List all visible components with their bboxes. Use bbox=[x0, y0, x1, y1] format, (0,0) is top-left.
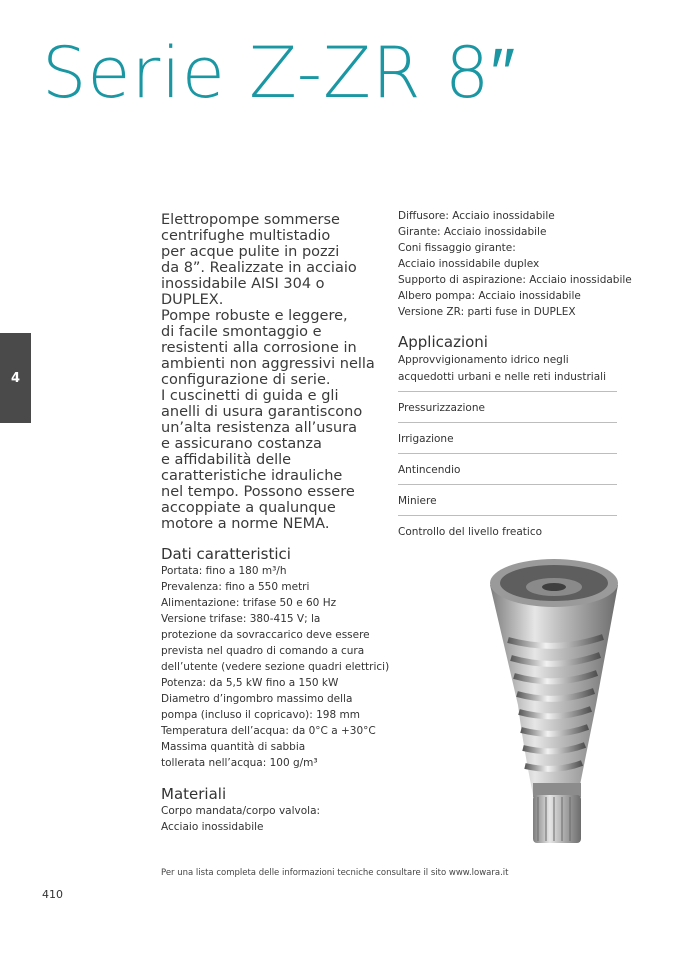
applicazioni-desc-line: Approvvigionamento idrico negli bbox=[398, 354, 569, 366]
intro-line: ambienti non aggressivi nella bbox=[161, 356, 375, 372]
applicazioni-list bbox=[398, 391, 617, 546]
materiali-line: Girante: Acciaio inossidabile bbox=[398, 226, 547, 238]
intro-line: configurazione di serie. bbox=[161, 372, 331, 388]
intro-line: DUPLEX. bbox=[161, 292, 224, 308]
materiali-line: Coni fissaggio girante: bbox=[398, 242, 516, 254]
applicazioni-item: Miniere bbox=[398, 484, 617, 515]
intro-line: per acque pulite in pozzi bbox=[161, 244, 340, 260]
dati-line: Alimentazione: trifase 50 e 60 Hz bbox=[161, 597, 337, 609]
materiali-list bbox=[161, 803, 391, 835]
intro-line: un’alta resistenza all’usura bbox=[161, 420, 358, 436]
applicazioni-item: Controllo del livello freatico bbox=[398, 515, 617, 546]
materiali-line: Versione ZR: parti fuse in DUPLEX bbox=[398, 306, 576, 318]
intro-line: resistenti alla corrosione in bbox=[161, 340, 357, 356]
intro-line: motore a norme NEMA. bbox=[161, 516, 330, 532]
materiali-heading: Materiali bbox=[161, 785, 227, 803]
dati-line: Portata: fino a 180 m³/h bbox=[161, 565, 287, 577]
dati-line: prevista nel quadro di comando a cura bbox=[161, 645, 365, 657]
page-number: 410 bbox=[42, 888, 63, 901]
footnote: Per una lista completa delle informazioni tecniche consultare il sito www.lowara.it bbox=[161, 868, 509, 878]
intro-line: di facile smontaggio e bbox=[161, 324, 322, 340]
chapter-tab: 4 bbox=[0, 333, 31, 423]
dati-line: pompa (incluso il copricavo): 198 mm bbox=[161, 709, 360, 721]
applicazioni-heading: Applicazioni bbox=[398, 333, 488, 351]
intro-line: da 8”. Realizzate in acciaio bbox=[161, 260, 357, 276]
intro-line: Elettropompe sommerse bbox=[161, 212, 340, 228]
intro-line: e affidabilità delle bbox=[161, 452, 292, 468]
intro-line: e assicurano costanza bbox=[161, 436, 322, 452]
applicazioni-description bbox=[398, 352, 606, 386]
intro-line: centrifughe multistadio bbox=[161, 228, 331, 244]
dati-line: Temperatura dell’acqua: da 0°C a +30°C bbox=[161, 725, 376, 737]
dati-heading: Dati caratteristici bbox=[161, 545, 291, 563]
dati-section bbox=[161, 545, 391, 771]
dati-list bbox=[161, 563, 391, 771]
dati-line: tollerata nell’acqua: 100 g/m³ bbox=[161, 757, 318, 769]
applicazioni-desc-line: acquedotti urbani e nelle reti industriali bbox=[398, 371, 606, 383]
intro-line: Pompe robuste e leggere, bbox=[161, 308, 348, 324]
intro-line: accoppiate a qualunque bbox=[161, 500, 336, 516]
applicazioni-item: Pressurizzazione bbox=[398, 391, 617, 422]
dati-line: dell’utente (vedere sezione quadri elettrici) bbox=[161, 661, 390, 673]
materiali-line: Supporto di aspirazione: Acciaio inossidabile bbox=[398, 274, 632, 286]
materiali-continued bbox=[398, 208, 632, 320]
applicazioni-item: Antincendio bbox=[398, 453, 617, 484]
dati-line: Versione trifase: 380-415 V; la bbox=[161, 613, 321, 625]
intro-line: nel tempo. Possono essere bbox=[161, 484, 355, 500]
materiali-section bbox=[161, 785, 391, 835]
dati-line: Massima quantità di sabbia bbox=[161, 741, 306, 753]
pump-image bbox=[478, 545, 628, 845]
dati-line: Potenza: da 5,5 kW fino a 150 kW bbox=[161, 677, 339, 689]
applicazioni-item: Irrigazione bbox=[398, 422, 617, 453]
intro-line: I cuscinetti di guida e gli bbox=[161, 388, 339, 404]
intro-text bbox=[161, 212, 381, 532]
materiali-line: Acciaio inossidabile duplex bbox=[398, 258, 540, 270]
intro-line: inossidabile AISI 304 o bbox=[161, 276, 325, 292]
materiali-line: Diffusore: Acciaio inossidabile bbox=[398, 210, 555, 222]
page-title: Serie Z-ZR 8″ bbox=[42, 32, 517, 114]
intro-line: caratteristiche idrauliche bbox=[161, 468, 343, 484]
materiali-line: Albero pompa: Acciaio inossidabile bbox=[398, 290, 581, 302]
intro-line: anelli di usura garantiscono bbox=[161, 404, 363, 420]
dati-line: Diametro d’ingombro massimo della bbox=[161, 693, 353, 705]
materiali-line: Acciaio inossidabile bbox=[161, 821, 264, 833]
dati-line: protezione da sovraccarico deve essere bbox=[161, 629, 370, 641]
dati-line: Prevalenza: fino a 550 metri bbox=[161, 581, 310, 593]
materiali-line: Corpo mandata/corpo valvola: bbox=[161, 805, 321, 817]
